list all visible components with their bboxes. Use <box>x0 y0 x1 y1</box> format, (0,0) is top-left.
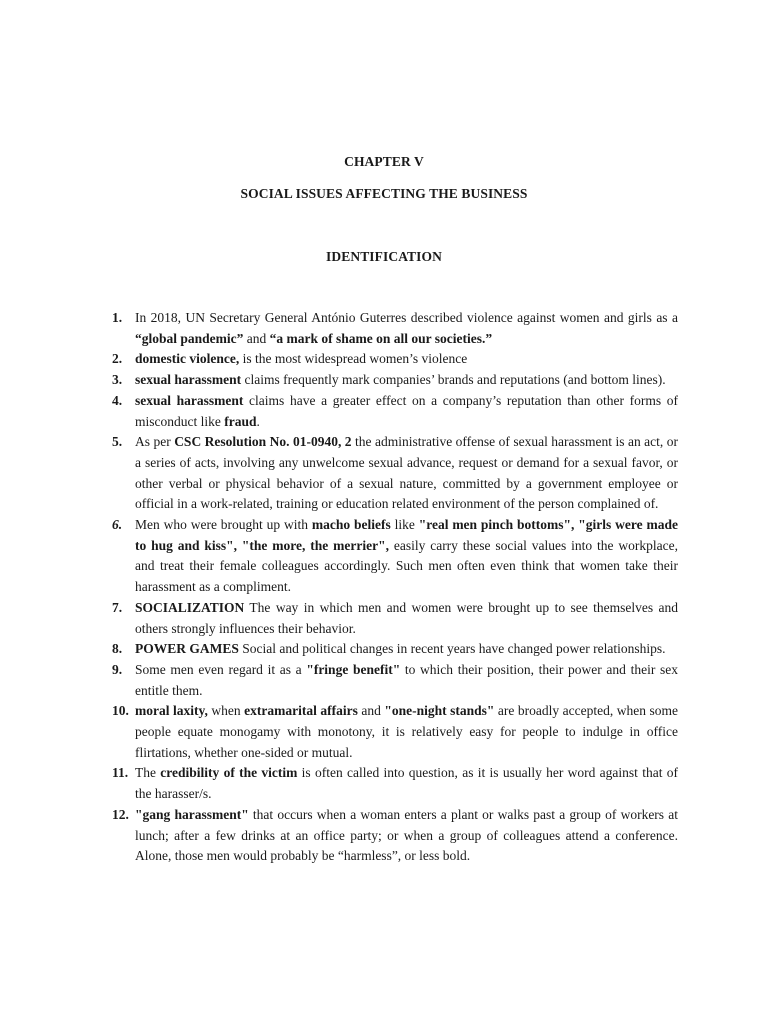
list-item <box>0 391 678 432</box>
item-number: 4. <box>112 392 123 408</box>
item-text: claims have a greater effect on a company’s reputation than other forms of misconduct like <box>135 392 678 429</box>
item-text: that occurs when a woman enters a plant or walks past a group of workers at lunch; after a few drinks at an office party; or when a group of colleagues attend a conference. Alone, those men would probably be “harmless”, or less bold. <box>135 806 678 864</box>
section-heading: IDENTIFICATION <box>326 249 442 264</box>
item-text: Men who were brought up with <box>135 517 312 533</box>
bold-term: “global pandemic” <box>135 330 244 346</box>
item-text: Some men even regard it as a <box>135 661 307 677</box>
item-text: and <box>243 330 270 346</box>
item-text: . <box>256 413 260 429</box>
item-text: claims frequently mark companies’ brands and reputations (and bottom lines). <box>241 372 666 388</box>
bold-term: moral laxity, <box>135 703 208 719</box>
bold-term: sexual harassment <box>135 372 242 388</box>
item-text: The way in which men and women were brought up to see themselves and others strongly influences their behavior. <box>135 599 678 636</box>
list-item <box>0 701 678 763</box>
bold-term: macho beliefs <box>311 517 391 533</box>
item-number: 6. <box>112 517 123 533</box>
bold-term: “a mark of shame on all our societies.” <box>269 330 493 346</box>
list-item <box>0 515 678 598</box>
bold-term: fraud <box>224 413 257 429</box>
bold-term: domestic violence, <box>135 351 240 367</box>
item-text: are broadly accepted, when some people equate monogamy with monotony, it is relatively easy for people to indulge in office flirtations, whether one-sided or mutual. <box>135 703 678 760</box>
item-number: 1. <box>112 310 123 325</box>
bold-term: "gang harassment" <box>135 806 249 822</box>
item-number: 5. <box>112 434 123 450</box>
bold-term: "fringe benefit" <box>306 661 401 677</box>
item-number: 2. <box>112 351 123 367</box>
item-number: 12. <box>112 806 129 822</box>
item-text: The <box>135 765 161 781</box>
chapter-title: SOCIAL ISSUES AFFECTING THE BUSINESS <box>240 186 528 201</box>
item-number: 8. <box>112 641 123 657</box>
chapter-heading: CHAPTER V <box>344 154 424 169</box>
list-item <box>0 805 678 867</box>
item-text: Social and political changes in recent years have changed power relationships. <box>238 641 666 657</box>
bold-term: sexual harassment <box>135 392 244 408</box>
item-number: 9. <box>112 661 123 677</box>
item-text: is the most widespread women’s violence <box>239 351 468 367</box>
bold-term: POWER GAMES <box>135 641 239 657</box>
bold-term: CSC Resolution No. 01-0940, 2 <box>174 434 352 450</box>
list-item <box>0 432 678 515</box>
list-item <box>0 349 678 370</box>
item-text: when <box>207 703 245 719</box>
bold-term: credibility of the victim <box>160 765 298 781</box>
item-number: 10. <box>112 703 129 719</box>
bold-term: "one-night stands" <box>384 703 495 719</box>
item-number: 11. <box>112 765 129 781</box>
list-item <box>0 308 678 349</box>
item-number: 3. <box>112 372 123 388</box>
list-item <box>0 370 678 391</box>
bold-term: SOCIALIZATION <box>135 599 245 615</box>
list-item <box>0 598 678 639</box>
list-item <box>0 660 678 701</box>
item-text: easily carry these social values into the workplace, and treat their female colleagues accordingly. Such men often even think that women take their harassment as a compliment. <box>135 537 678 595</box>
item-text: is often called into question, as it is usually her word against that of the harasser/s. <box>135 765 678 802</box>
bold-term: extramarital affairs <box>244 703 358 719</box>
bold-term: "real men pinch bottoms", "girls were made to hug and kiss", "the more, the merrier", <box>135 517 678 553</box>
list-item <box>0 639 678 660</box>
item-text: to which their position, their power and their sex entitle them. <box>135 661 678 698</box>
identification-list <box>0 308 768 867</box>
item-text: like <box>390 517 419 533</box>
item-text: and <box>357 703 385 719</box>
item-number: 7. <box>112 599 123 615</box>
item-text: the administrative offense of sexual harassment is an act, or a series of acts, involving any unwelcome sexual advance, request or demand for a sexual favor, or other verbal or physical behavior of a sexual nature, committed by a government employee or official in a work-related, training or education related environment of the person complained of. <box>135 434 678 512</box>
item-text: As per <box>135 434 175 450</box>
item-text: In 2018, UN Secretary General António Guterres described violence against women and girls as a <box>135 310 678 325</box>
list-item <box>0 763 678 804</box>
